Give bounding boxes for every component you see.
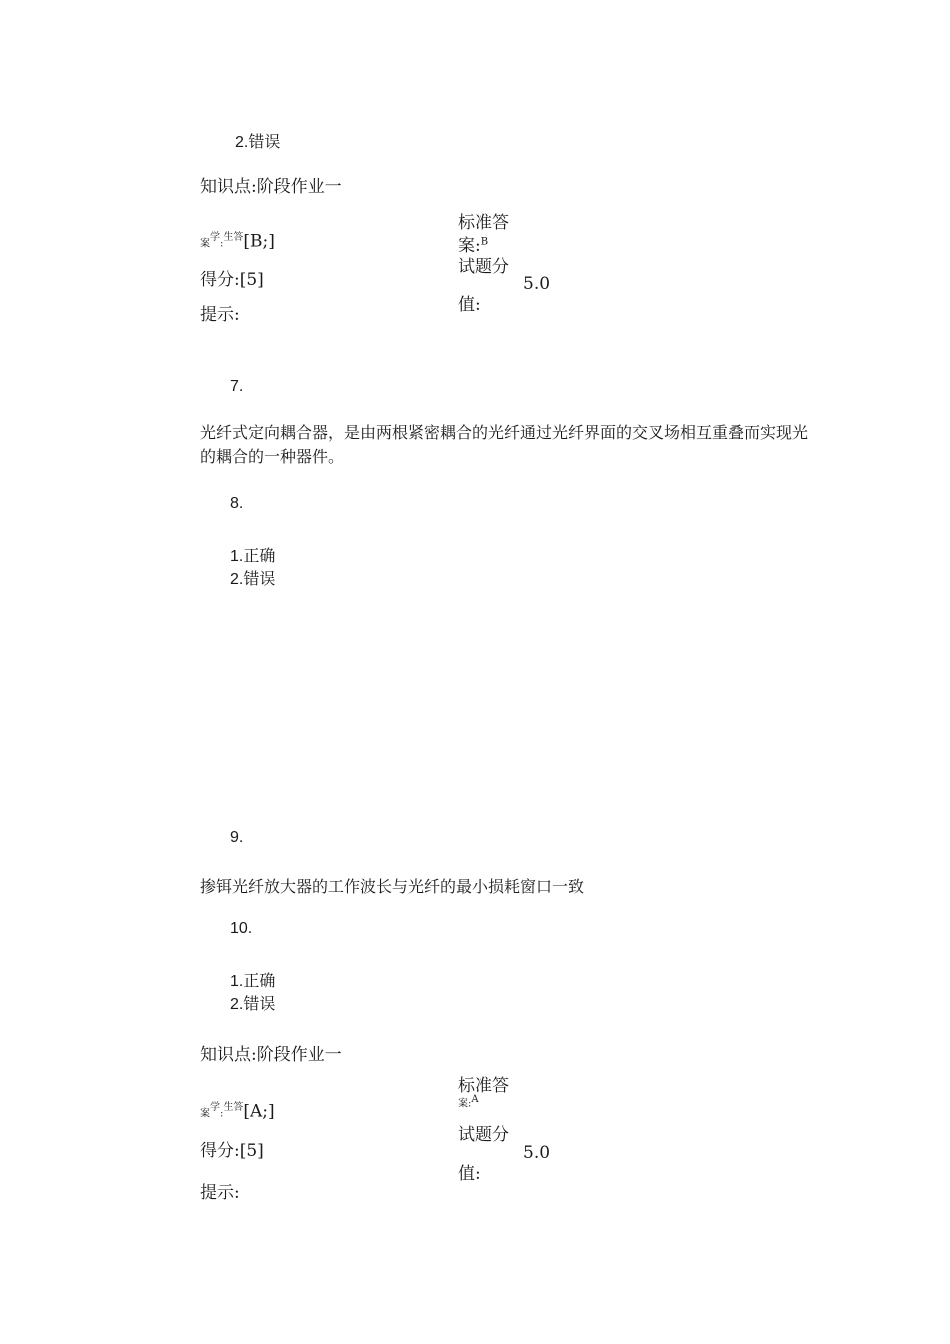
answer-value: [B;] bbox=[243, 231, 275, 252]
standard-answer-label2: 案: bbox=[458, 236, 481, 256]
standard-answer-label2-b2: 案: bbox=[458, 1098, 472, 1110]
question-score-label2-b2 bbox=[458, 1159, 481, 1184]
answer-sup2-2: 生答 bbox=[223, 1102, 244, 1113]
question-number-10: 10. bbox=[230, 920, 253, 937]
standard-answer-label: 标准答 bbox=[458, 213, 509, 233]
answer-prefix: 案 bbox=[200, 238, 210, 250]
hint-label: 提示: bbox=[200, 305, 240, 325]
hint-label-2: 提示: bbox=[200, 1183, 240, 1203]
answer-colon-2: : bbox=[220, 1108, 224, 1120]
standard-answer-line2-b2 bbox=[458, 1094, 479, 1109]
standard-answer-label-b2: 标准答 bbox=[458, 1076, 509, 1096]
question-score-label2-text: 值: bbox=[458, 295, 481, 315]
answer-prefix-2: 案 bbox=[200, 1108, 210, 1120]
standard-answer-value: B bbox=[480, 236, 489, 248]
question-8-option-correct[interactable]: 1.正确 bbox=[230, 548, 276, 565]
knowledge-point-2: 知识点:阶段作业一 bbox=[200, 1045, 342, 1065]
answer-sup1-2: 学 bbox=[210, 1102, 220, 1113]
question-8-option-wrong[interactable]: 2.错误 bbox=[230, 571, 276, 588]
student-answer-2 bbox=[200, 1098, 275, 1122]
student-answer bbox=[200, 228, 275, 252]
question-10-option-correct[interactable]: 1.正确 bbox=[230, 973, 276, 990]
standard-answer-value-b2: A bbox=[471, 1094, 479, 1105]
answer-sup1: 学 bbox=[210, 232, 220, 243]
question-7-text: 光纤式定向耦合器，是由两根紧密耦合的光纤通过光纤界面的交叉场相互重叠而实现光的耦合的一种器件。 bbox=[200, 423, 809, 466]
question-number-8: 8. bbox=[230, 495, 244, 512]
score-2: 得分:[5] bbox=[200, 1141, 264, 1161]
question-score-value: 5.0 bbox=[523, 274, 551, 294]
answer-value-2: [A;] bbox=[243, 1101, 275, 1122]
answer-colon: : bbox=[220, 238, 224, 250]
score: 得分:[5] bbox=[200, 270, 264, 290]
question-9-text: 掺铒光纤放大器的工作波长与光纤的最小损耗窗口一致 bbox=[200, 877, 585, 896]
question-score-label2-text-b2: 值: bbox=[458, 1164, 481, 1184]
option-wrong[interactable]: 2.错误 bbox=[235, 134, 281, 151]
question-10-option-wrong[interactable]: 2.错误 bbox=[230, 996, 276, 1013]
question-number-9: 9. bbox=[230, 829, 244, 846]
question-score-label2 bbox=[458, 290, 481, 315]
question-score-value-b2: 5.0 bbox=[523, 1143, 551, 1163]
question-score-label-b2: 试题分 bbox=[458, 1125, 509, 1145]
answer-sup2: 生答 bbox=[223, 232, 244, 243]
knowledge-point: 知识点:阶段作业一 bbox=[200, 177, 342, 197]
question-number-7: 7. bbox=[230, 378, 244, 395]
question-score-label: 试题分 bbox=[458, 257, 509, 277]
